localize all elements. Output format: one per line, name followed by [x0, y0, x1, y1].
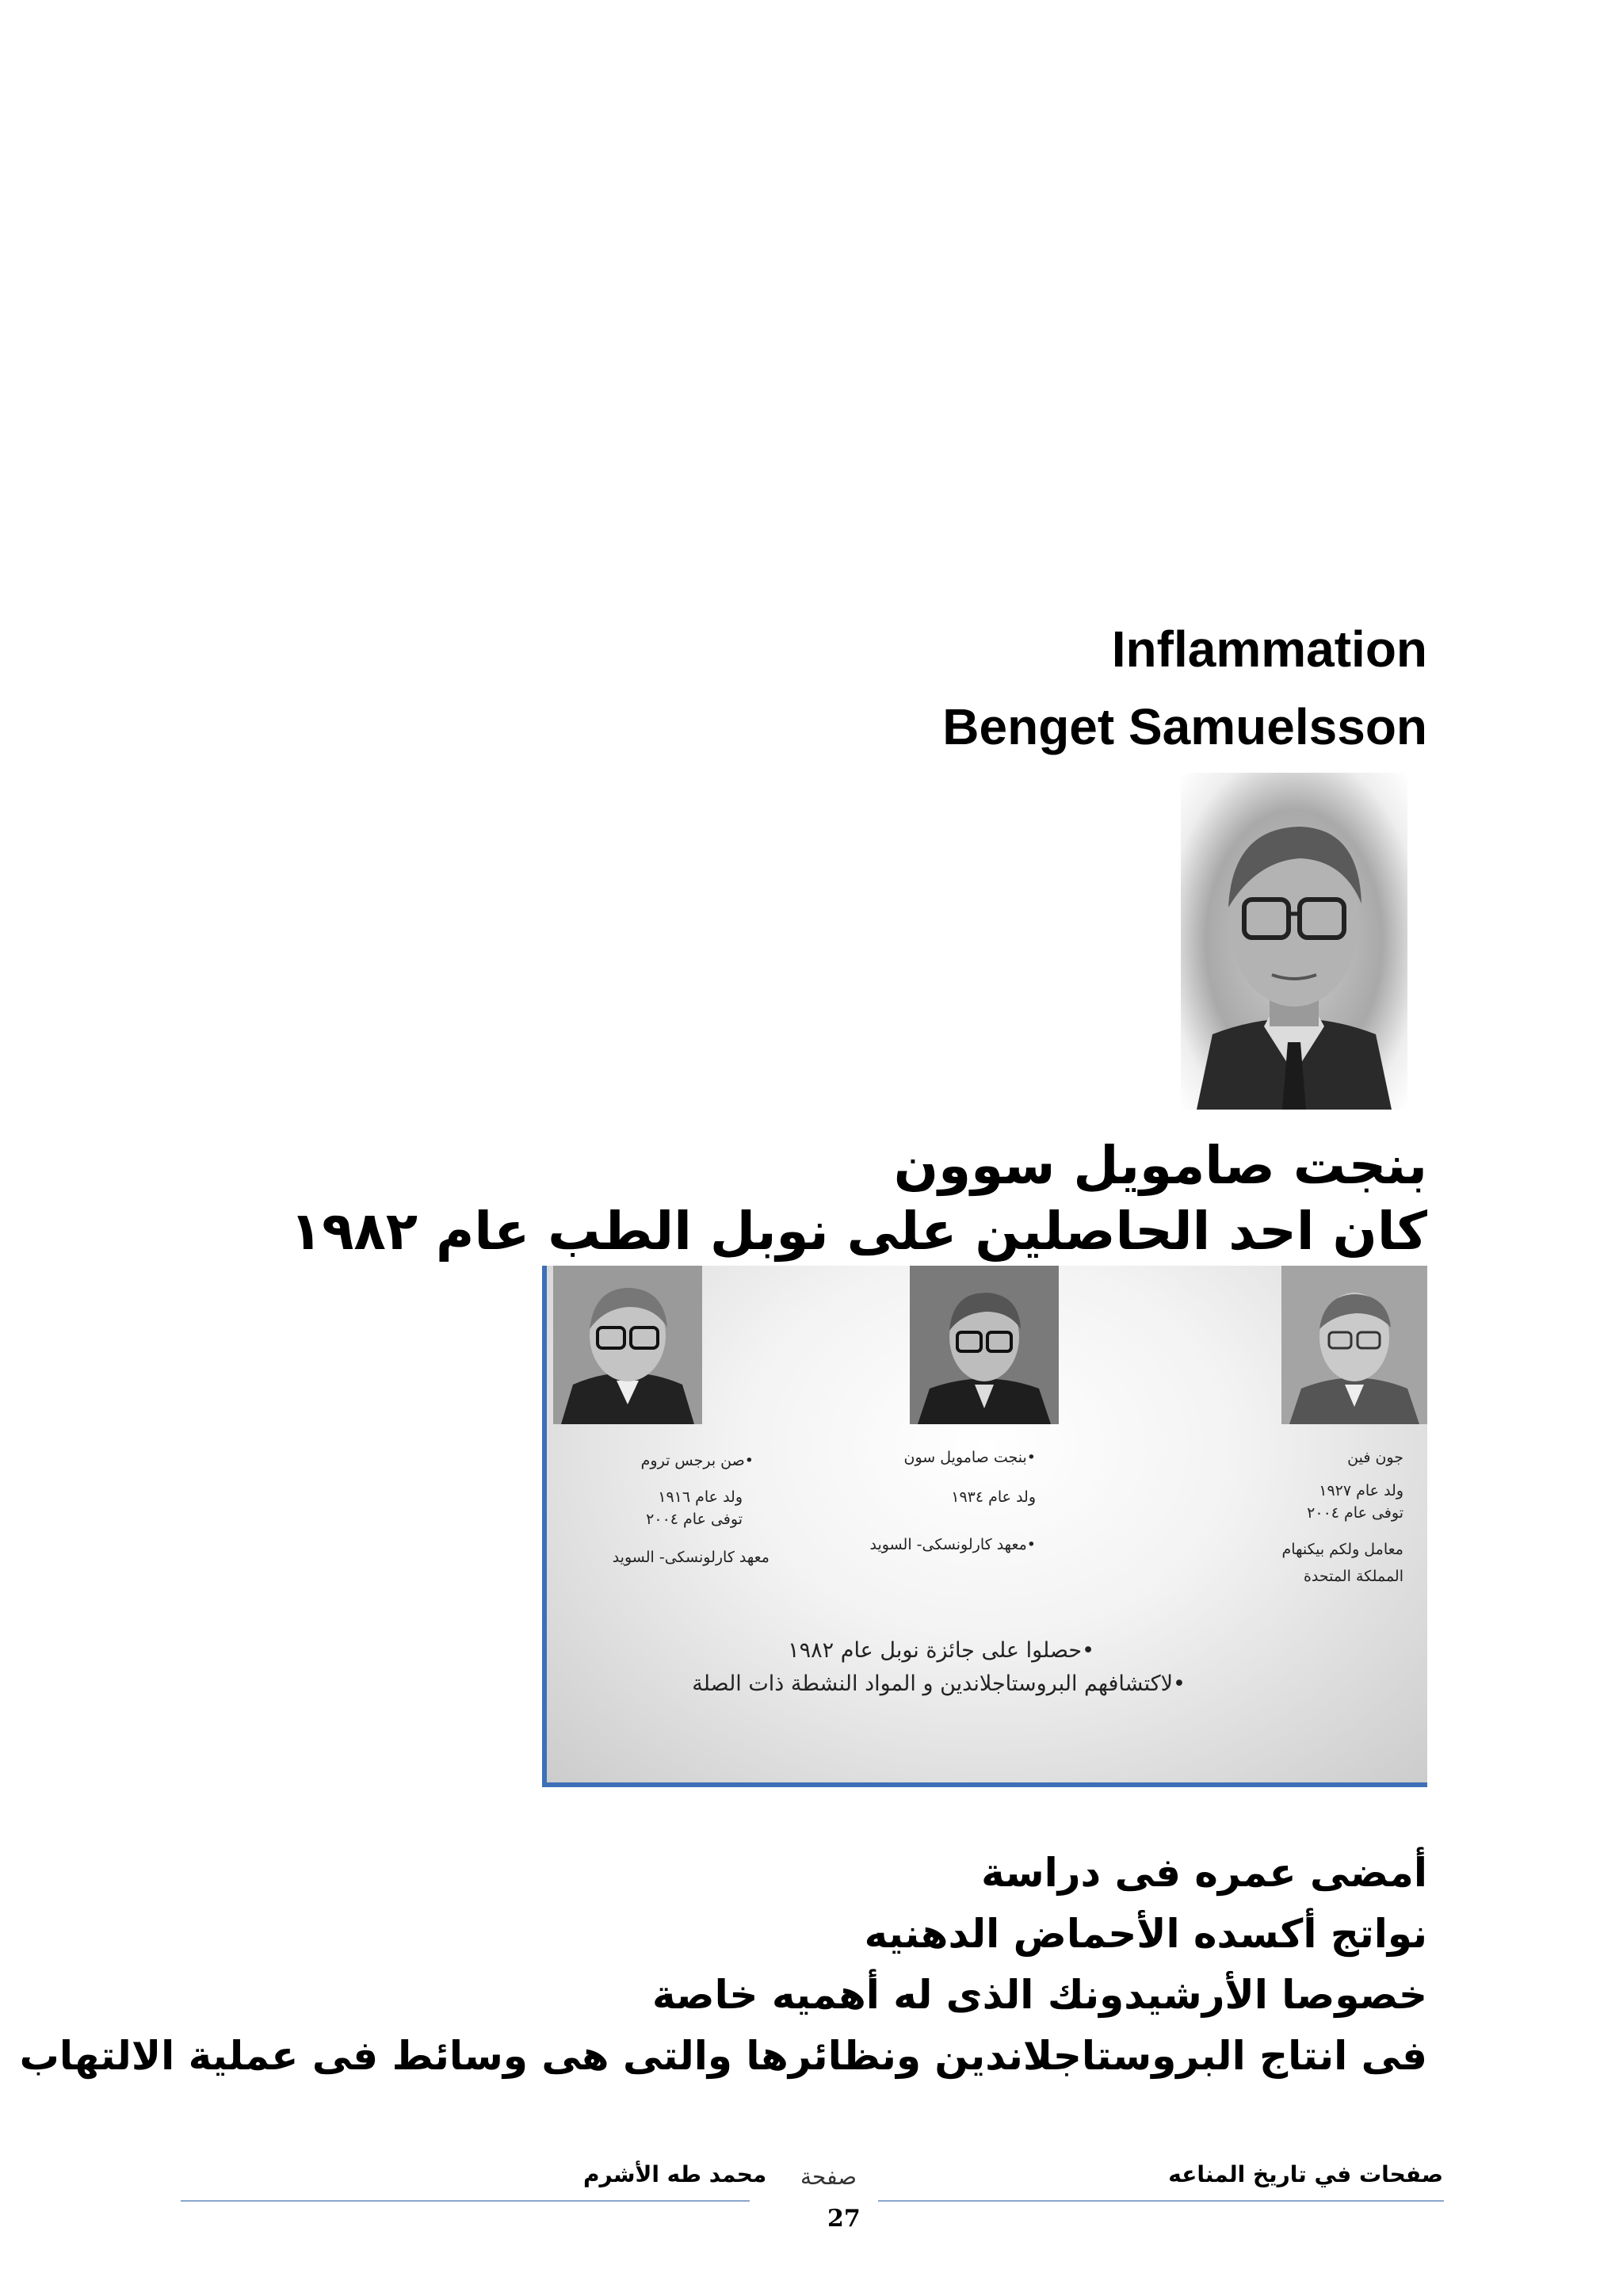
bergstrom-place: معهد كارلونسكى- السويد [612, 1549, 769, 1566]
body-paragraph [20, 1843, 1427, 2087]
nobel-slide [542, 1266, 1427, 1787]
slide-bullet-prize: •حصلوا على جائزة نوبل عام ١٩٨٢ [788, 1638, 1094, 1663]
footer-book-title: صفحات في تاريخ المناعه [1168, 2161, 1443, 2187]
portrait-samuelsson [1181, 773, 1407, 1110]
title-inflammation: Inflammation [1111, 621, 1427, 678]
slide-photo-bergstrom [553, 1266, 702, 1424]
footer-author: محمد طه الأشرم [583, 2161, 767, 2187]
slide-photo-vane [1281, 1266, 1427, 1424]
footer-rule-right [878, 2200, 1444, 2202]
slide-col-center [870, 1446, 1037, 1556]
samuelsson-name: •بنجت صامويل سون [903, 1449, 1036, 1466]
slide-col-left [612, 1450, 769, 1568]
footer-rule-left [181, 2200, 750, 2202]
footer-page-label: صفحة [800, 2164, 857, 2190]
footer-page-number: 27 [827, 2205, 861, 2233]
para-line-2: نواتج أكسده الأحماض الدهنيه [864, 1911, 1427, 1957]
samuelsson-born: ولد عام ١٩٣٤ [951, 1488, 1036, 1506]
title-name: Benget Samuelsson [942, 698, 1427, 755]
para-line-3: خصوصا الأرشيدونك الذى له أهميه خاصة [651, 1972, 1427, 2018]
title-block [942, 610, 1427, 766]
vane-died: توفى عام ٢٠٠٤ [1307, 1504, 1403, 1522]
slide-bullet-discovery: •لاكتشافهم البروستاجلاندين و المواد النشطة ذات الصلة [692, 1671, 1186, 1696]
bergstrom-died: توفى عام ٢٠٠٤ [646, 1511, 743, 1528]
vane-place2: المملكة المتحدة [1303, 1568, 1403, 1585]
arabic-nobel-heading: كان احد الحاصلين على نوبل الطب عام ١٩٨٢ [289, 1201, 1427, 1262]
vane-name: جون فين [1347, 1449, 1403, 1466]
bergstrom-born: ولد عام ١٩١٦ [658, 1488, 743, 1506]
vane-place1: معامل ولكم بيكنهام [1281, 1541, 1403, 1558]
slide-photo-samuelsson [910, 1266, 1059, 1424]
slide-col-right [1282, 1446, 1403, 1587]
arabic-name-heading: بنجت صامويل سوون [893, 1135, 1427, 1196]
vane-born: ولد عام ١٩٢٧ [1319, 1482, 1403, 1499]
bergstrom-name: •صن برجس تروم [640, 1452, 754, 1469]
para-line-1: أمضى عمره فى دراسة [981, 1850, 1427, 1896]
samuelsson-place: •معهد كارلونسكى- السويد [869, 1536, 1036, 1553]
para-line-4: فى انتاج البروستاجلاندين ونظائرها والتى هى وسائط فى عملية الالتهاب [19, 2033, 1427, 2079]
